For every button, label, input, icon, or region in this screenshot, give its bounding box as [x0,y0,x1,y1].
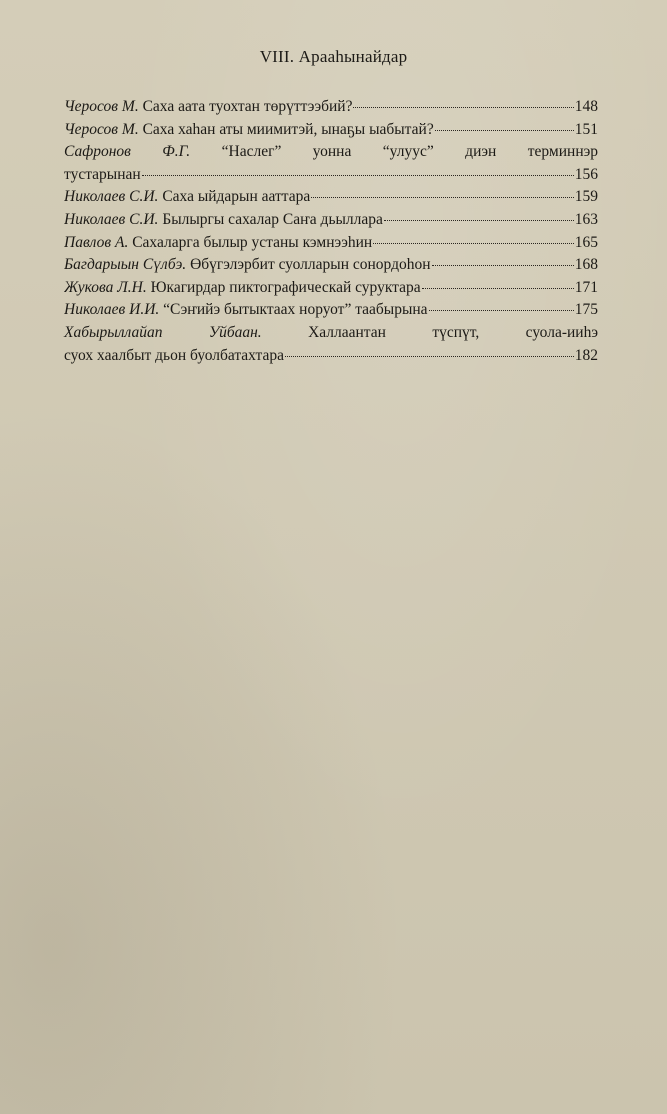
toc-entry[interactable] [64,96,598,119]
dot-leader [435,130,574,131]
entry-author: Багдарыын Сүлбэ. [64,256,187,274]
entry-title: Саха аата туохтан төрүттээбий? [142,98,353,115]
entry-author: Николаев С.И. [64,188,159,206]
toc-entry[interactable] [64,299,598,322]
dot-leader [373,243,574,244]
table-of-contents [64,96,598,367]
dot-leader [429,310,574,311]
dot-leader [142,175,574,176]
entry-page-number: 163 [574,210,598,228]
dot-leader [384,220,574,221]
dot-leader [311,197,574,198]
entry-author: Черосов М. [64,120,139,138]
dot-leader [285,356,574,357]
entry-title-line2: суох хаалбыт дьон буолбатахтара [64,346,285,364]
entry-page-number: 159 [574,188,598,206]
toc-entry[interactable] [64,141,598,186]
entry-author: Николаев И.И. [64,301,160,319]
entry-page-number: 171 [574,278,598,296]
entry-author: Черосов М. [64,98,139,115]
entry-title-line2: тустарынан [64,165,141,183]
entry-author: Павлов А. [64,233,129,251]
entry-page-number: 148 [574,98,598,115]
toc-entry[interactable] [64,209,598,232]
entry-title: Өбүгэлэрбит суолларын сонордоһон [190,256,431,274]
entry-title: Саха ыйдарын ааттара [162,188,311,206]
entry-title: Саха хаһан аты миимитэй, ынаҕы ыабытай? [142,120,434,138]
toc-entry[interactable] [64,254,598,277]
entry-page-number: 175 [574,301,598,319]
toc-entry[interactable] [64,119,598,142]
entry-page-number: 156 [574,165,598,183]
dot-leader [353,107,573,108]
toc-entry[interactable] [64,186,598,209]
entry-page-number: 165 [574,233,598,251]
entry-page-number: 151 [574,120,598,138]
entry-title-line1: “Наслег” уонна “улуус” диэн терминнэр [221,143,599,161]
entry-title: “Сэҥийэ бытыктаах норуот” таабырына [163,301,428,319]
entry-author: Николаев С.И. [64,210,159,228]
entry-title: Юкагирдар пиктографическай суруктара [150,278,421,296]
entry-page-number: 168 [574,256,598,274]
toc-entry[interactable] [64,232,598,255]
toc-entry[interactable] [64,277,598,300]
dot-leader [422,288,574,289]
entry-title: Сахаларга былыр устаны кэмнээһин [132,233,373,251]
entry-title: Былыргы сахалар Саҥа дьыллара [162,210,383,228]
toc-entry[interactable] [64,322,598,367]
entry-author: Хабырыллайап Уйбаан. [64,323,262,341]
dot-leader [432,265,574,266]
section-title: VIII. Арааһынайдар [259,47,408,66]
entry-title-line1: Халлаантан түспүт, суола-ииһэ [308,323,598,341]
entry-author: Жукова Л.Н. [64,278,147,296]
entry-page-number: 182 [574,346,598,364]
entry-author: Сафронов Ф.Г. [64,143,191,161]
